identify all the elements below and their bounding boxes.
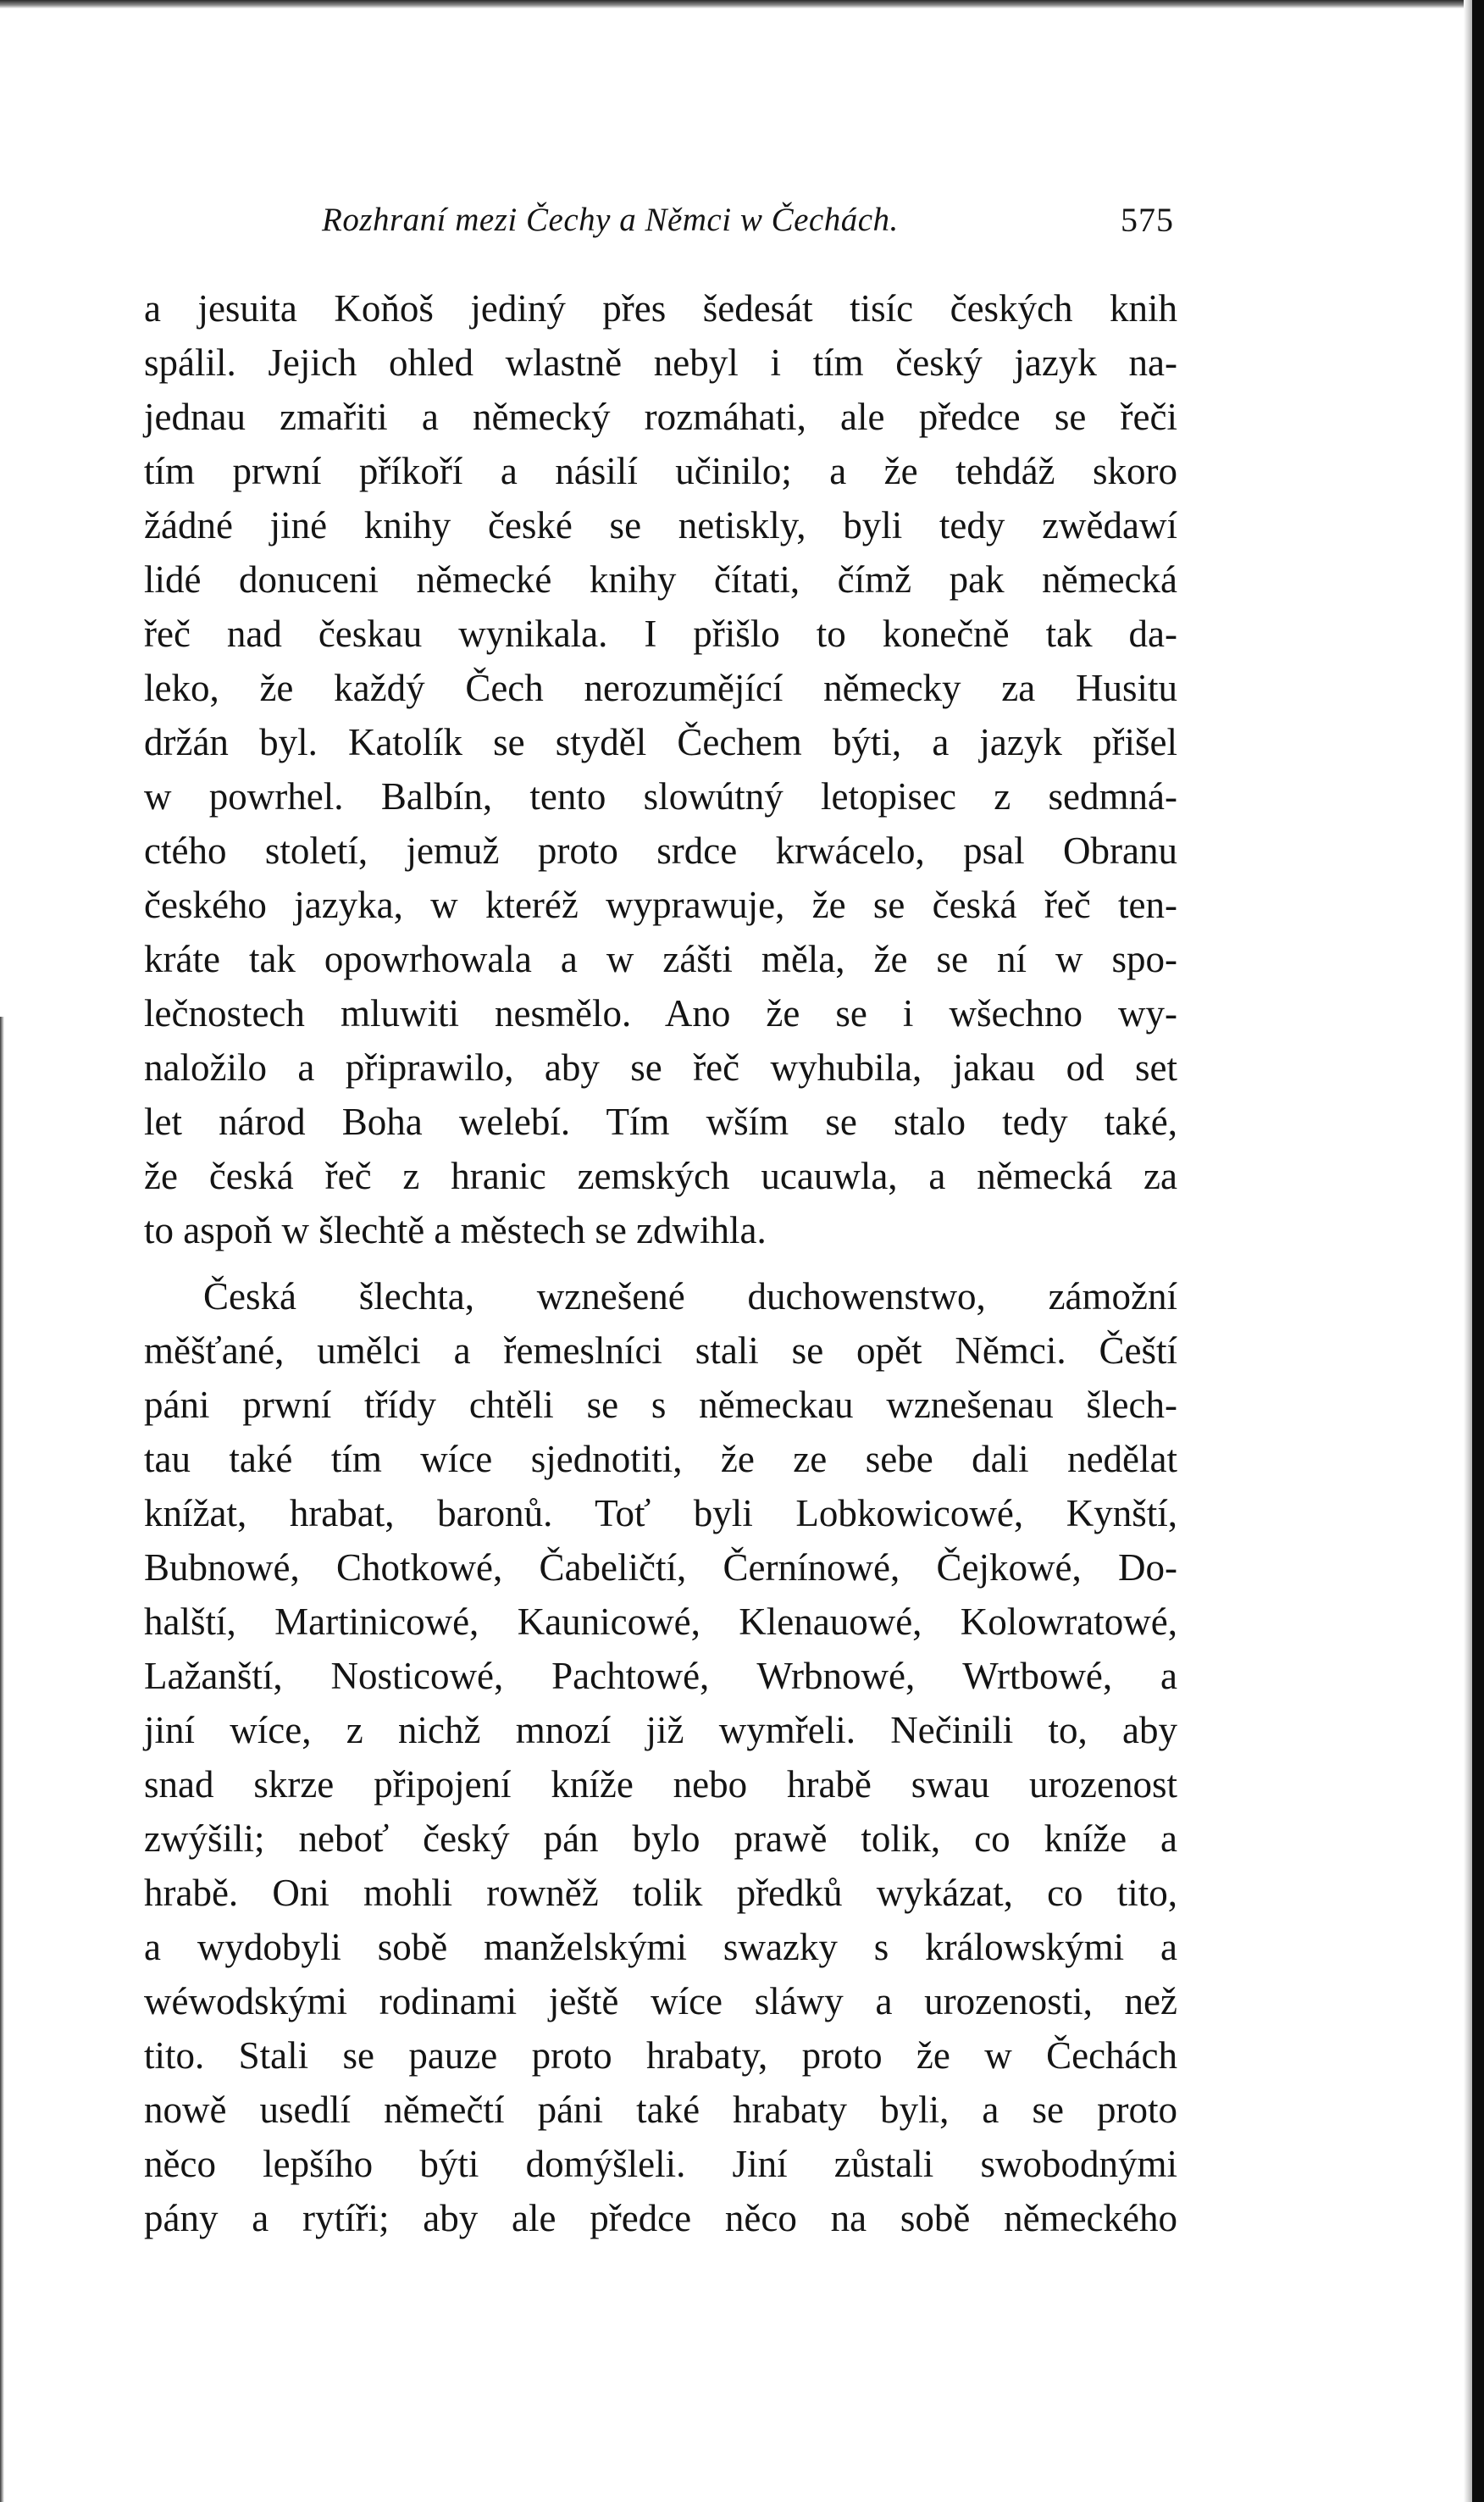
paragraph-gap	[144, 1257, 1177, 1269]
text-line: naložilo a připrawilo, aby se řeč wyhubila, jakau od set	[144, 1046, 1177, 1089]
text-line: to aspoň w šlechtě a městech se zdwihla.	[144, 1209, 767, 1251]
running-title: Rozhraní mezi Čechy a Němci w Čechách.	[322, 202, 899, 238]
text-line: kráte tak opowrhowala a w zášti měla, že se ní w spo-	[144, 938, 1177, 980]
text-line: w powrhel. Balbín, tento slowútný letopisec z sedmná-	[144, 775, 1177, 818]
text-line: tau také tím wíce sjednotiti, že ze sebe dali nedělat	[144, 1438, 1177, 1480]
body-text	[144, 281, 1177, 2245]
text-line: zwýšili; neboť český pán bylo prawě tolik, co kníže a	[144, 1817, 1177, 1860]
text-line: Lažanští, Nosticowé, Pachtowé, Wrbnowé, Wrtbowé, a	[144, 1655, 1177, 1697]
text-line: něco lepšího býti domýšleli. Jiní zůstali swobodnými	[144, 2143, 1177, 2185]
text-line: jiní wíce, z nichž mnozí již wymřeli. Nečinili to, aby	[144, 1709, 1177, 1751]
paragraph-2	[144, 1269, 1177, 2245]
scan-edge-right-shadow	[1464, 0, 1472, 2502]
text-line: a jesuita Koňoš jediný přes šedesát tisíc českých knih	[144, 287, 1177, 330]
text-line: pány a rytíři; aby ale předce něco na sobě německého	[144, 2197, 1177, 2239]
text-line: leko, že každý Čech nerozumějící německy za Husitu	[144, 667, 1177, 709]
scan-edge-left	[0, 1017, 4, 2502]
text-line: ctého století, jemuž proto srdce krwácelo, psal Obranu	[144, 829, 1177, 872]
text-line: let národ Boha welebí. Tím wším se stalo tedy také,	[144, 1101, 1177, 1143]
text-line: halští, Martinicowé, Kaunicowé, Klenauowé, Kolowratowé,	[144, 1601, 1177, 1643]
text-line: spálil. Jejich ohled wlastně nebyl i tím český jazyk na-	[144, 341, 1177, 384]
text-line: nowě usedlí němečtí páni také hrabaty byli, a se proto	[144, 2089, 1177, 2131]
text-line: že česká řeč z hranic zemských ucauwla, a německá za	[144, 1155, 1177, 1197]
text-line: žádné jiné knihy české se netiskly, byli tedy zwědawí	[144, 504, 1177, 546]
scan-edge-top	[0, 0, 1484, 8]
page-header	[144, 197, 1177, 244]
text-line: českého jazyka, w kteréž wyprawuje, že se česká řeč ten-	[144, 884, 1177, 926]
text-line: snad skrze připojení kníže nebo hrabě swau urozenost	[144, 1763, 1177, 1806]
text-line: tím prwní příkoří a násilí učinilo; a že tehdáž skoro	[144, 450, 1177, 492]
text-line: hrabě. Oni mohli rowněž tolik předků wykázat, co tito,	[144, 1872, 1177, 1914]
text-line: knížat, hrabat, baronů. Toť byli Lobkowicowé, Kynští,	[144, 1492, 1177, 1534]
paragraph-1	[144, 281, 1177, 1257]
text-line: Bubnowé, Chotkowé, Čabeličtí, Černínowé, Čejkowé, Do-	[144, 1546, 1177, 1589]
page-number: 575	[1121, 201, 1174, 239]
text-line: řeč nad českau wynikala. I přišlo to konečně tak da-	[144, 613, 1177, 655]
text-line: a wydobyli sobě manželskými swazky s králowskými a	[144, 1926, 1177, 1968]
text-line: Česká šlechta, wznešené duchowenstwo, zámožní	[203, 1275, 1177, 1318]
text-line: lidé donuceni německé knihy čítati, čímž pak německá	[144, 558, 1177, 601]
text-line: držán byl. Katolík se styděl Čechem býti, a jazyk přišel	[144, 721, 1177, 763]
text-line: lečnostech mluwiti nesmělo. Ano že se i wšechno wy-	[144, 992, 1177, 1035]
text-line: tito. Stali se pauze proto hrabaty, proto že w Čechách	[144, 2034, 1177, 2077]
scan-edge-right	[1472, 0, 1484, 2502]
text-line: měšťané, umělci a řemeslníci stali se opět Němci. Čeští	[144, 1329, 1177, 1372]
text-line: páni prwní třídy chtěli se s německau wznešenau šlech-	[144, 1384, 1177, 1426]
text-line: wéwodskými rodinami ještě wíce sláwy a urozenosti, než	[144, 1980, 1177, 2022]
text-line: jednau zmařiti a německý rozmáhati, ale předce se řeči	[144, 396, 1177, 438]
